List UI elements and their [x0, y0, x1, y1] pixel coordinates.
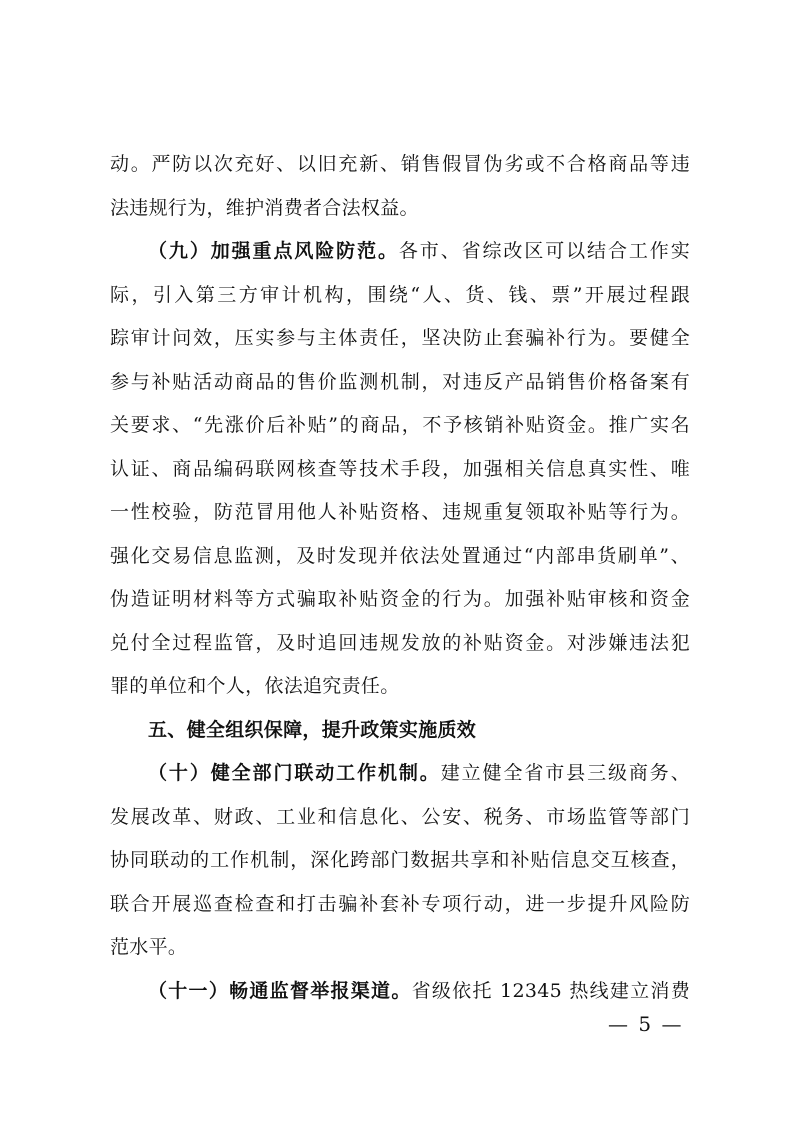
- paragraph-line: [110, 970, 690, 1014]
- paragraph-line: 踪审计问效，压实参与主体责任，坚决防止套骗补行为。要健全: [110, 327, 690, 349]
- page-number: — 5 —: [608, 1012, 684, 1036]
- paragraph-line: 联合开展巡查检查和打击骗补套补专项行动，进一步提升风险防: [110, 892, 690, 915]
- section-title: （十一）畅通监督举报渠道。: [148, 979, 412, 1002]
- paragraph-line: 伪造证明材料等方式骗取补贴资金的行为。加强补贴审核和资金: [110, 588, 690, 610]
- paragraph-text: 各市、省综改区可以结合工作实: [398, 240, 690, 262]
- paragraph-line: 罪的单位和个人，依法追究责任。: [110, 675, 400, 697]
- paragraph-line: 一性校验，防范冒用他人补贴资格、违规重复领取补贴等行为。: [110, 501, 690, 523]
- paragraph-text: 建立健全省市县三级商务、: [440, 762, 690, 784]
- paragraph-text: 省级依托 12345 热线建立消费: [411, 979, 690, 1002]
- paragraph-line: [110, 752, 690, 796]
- paragraph-line: 关要求、“先涨价后补贴”的商品，不予核销补贴资金。推广实名: [110, 414, 690, 436]
- paragraph-line: 参与补贴活动商品的售价监测机制，对违反产品销售价格备案有: [110, 370, 690, 393]
- paragraph-line: 范水平。: [110, 936, 188, 958]
- body-text: [110, 143, 690, 1013]
- paragraph-line: 兑付全过程监管，及时追回违规发放的补贴资金。对涉嫌违法犯: [110, 631, 690, 654]
- chapter-heading: 五、健全组织保障，提升政策实施质效: [148, 718, 477, 741]
- paragraph-line: [110, 230, 690, 274]
- paragraph-line: 法违规行为，维护消费者合法权益。: [110, 196, 419, 219]
- paragraph-line: 动。严防以次充好、以旧充新、销售假冒伪劣或不合格商品等违: [110, 153, 690, 175]
- section-title: （九）加强重点风险防范。: [148, 240, 399, 262]
- paragraph-line: 际，引入第三方审计机构，围绕“人、货、钱、票”开展过程跟: [110, 283, 690, 306]
- paragraph-line: 协同联动的工作机制，深化跨部门数据共享和补贴信息交互核查，: [110, 849, 690, 871]
- paragraph-line: 发展改革、财政、工业和信息化、公安、税务、市场监管等部门: [110, 805, 690, 828]
- paragraph-line: 认证、商品编码联网核查等技术手段，加强相关信息真实性、唯: [110, 457, 690, 480]
- paragraph-line: 强化交易信息监测，及时发现并依法处置通过“内部串货刷单”、: [110, 544, 690, 567]
- section-title: （十）健全部门联动工作机制。: [148, 762, 441, 784]
